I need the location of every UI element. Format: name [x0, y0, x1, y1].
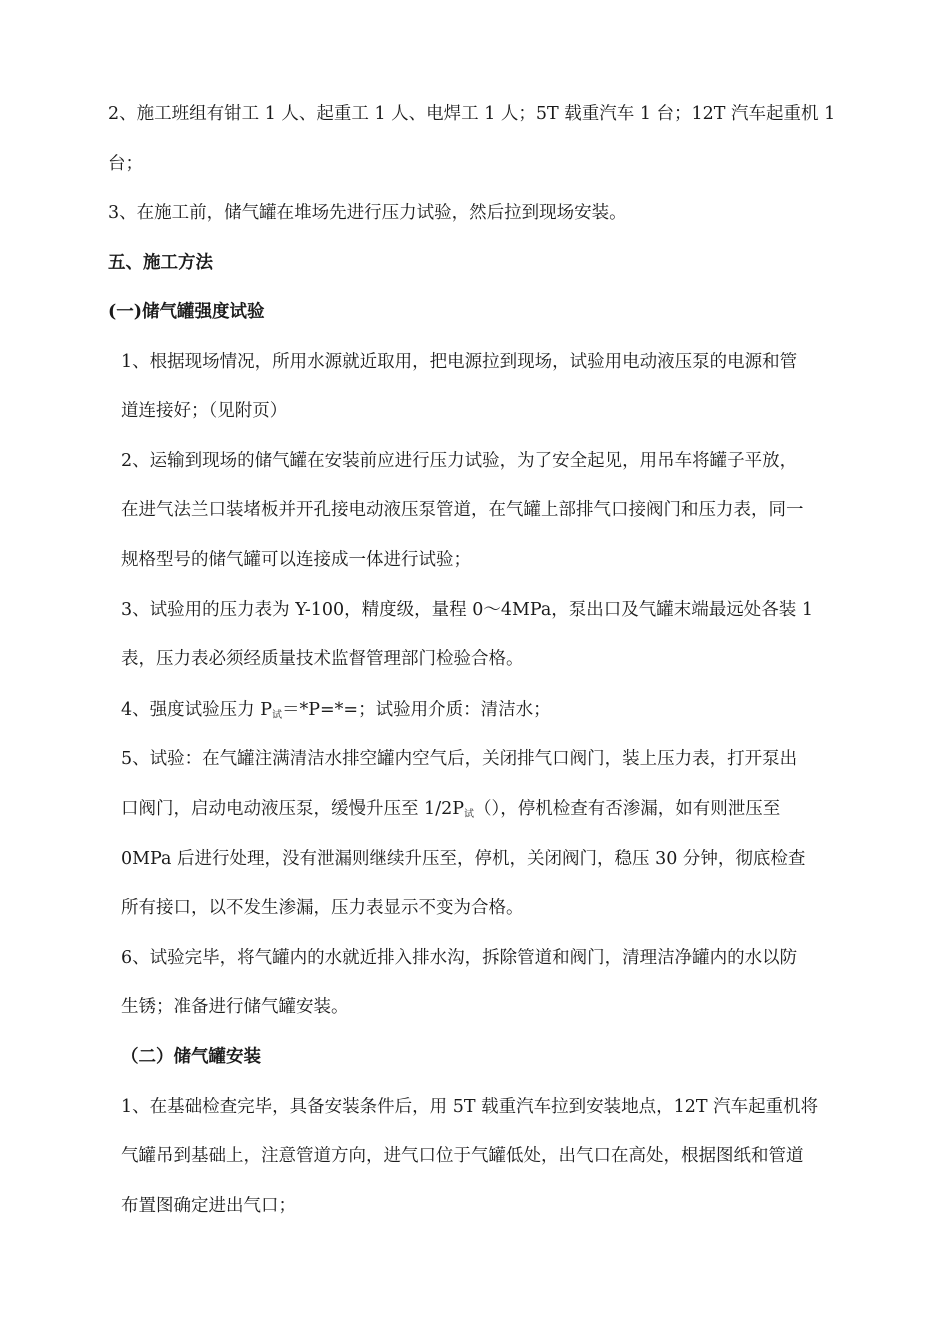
paragraph-line: 1、在基础检查完毕，具备安装条件后，用 5T 载重汽车拉到安装地点，12T 汽车起重机将 [121, 1097, 819, 1117]
section-heading: 五、施工方法 [108, 253, 213, 273]
paragraph-line [121, 797, 780, 824]
paragraph-line: 0MPa 后进行处理，没有泄漏则继续升压至，停机，关闭阀门，稳压 30 分钟，彻底检查 [121, 849, 806, 869]
text-run: （），停机检查有否渗漏，如有则泄压至 [474, 799, 781, 819]
paragraph-line: 气罐吊到基础上，注意管道方向，进气口位于气罐低处，出气口在高处，根据图纸和管道 [121, 1146, 804, 1166]
paragraph-line: 生锈；准备进行储气罐安装。 [121, 997, 349, 1017]
paragraph-line: 道连接好；（见附页） [121, 401, 288, 421]
paragraph-line: 3、试验用的压力表为 Y-100，精度级，量程 0～4MPa，泵出口及气罐末端最远处各装 1 [121, 600, 814, 620]
paragraph-line: 所有接口，以不发生渗漏，压力表显示不变为合格。 [121, 898, 524, 918]
subsection-heading: (一)储气罐强度试验 [108, 302, 265, 322]
subscript: 试 [464, 809, 475, 820]
paragraph-line: 布置图确定进出气口； [121, 1196, 296, 1216]
paragraph-line: 6、试验完毕，将气罐内的水就近排入排水沟，拆除管道和阀门，清理洁净罐内的水以防 [121, 948, 798, 968]
subscript: 试 [271, 710, 282, 721]
subsection-heading: （二）储气罐安装 [121, 1047, 261, 1067]
paragraph-line: 2、运输到现场的储气罐在安装前应进行压力试验，为了安全起见，用吊车将罐子平放， [121, 451, 798, 471]
text-run: 口阀门，启动电动液压泵，缓慢升压至 1/2P [121, 799, 465, 819]
text-run: 4、强度试验压力 P [121, 700, 272, 720]
paragraph-line: 台； [108, 154, 143, 174]
paragraph-line: 5、试验：在气罐注满清洁水排空罐内空气后，关闭排气口阀门，装上压力表，打开泵出 [121, 749, 798, 769]
paragraph-line: 表，压力表必须经质量技术监督管理部门检验合格。 [121, 649, 524, 669]
paragraph-line: 1、根据现场情况，所用水源就近取用，把电源拉到现场，试验用电动液压泵的电源和管 [121, 352, 798, 372]
paragraph-line: 规格型号的储气罐可以连接成一体进行试验； [121, 550, 471, 570]
paragraph-line: 3、在施工前，储气罐在堆场先进行压力试验，然后拉到现场安装。 [108, 203, 627, 223]
paragraph-line: 在进气法兰口装堵板并开孔接电动液压泵管道，在气罐上部排气口接阀门和压力表，同一 [121, 500, 804, 520]
paragraph-line: 2、施工班组有钳工 1 人、起重工 1 人、电焊工 1 人；5T 载重汽车 1 台；12T 汽车起重机 1 [108, 104, 836, 124]
text-run: ＝*P=*=；试验用介质：清洁水； [281, 700, 551, 720]
paragraph-line [121, 698, 551, 725]
